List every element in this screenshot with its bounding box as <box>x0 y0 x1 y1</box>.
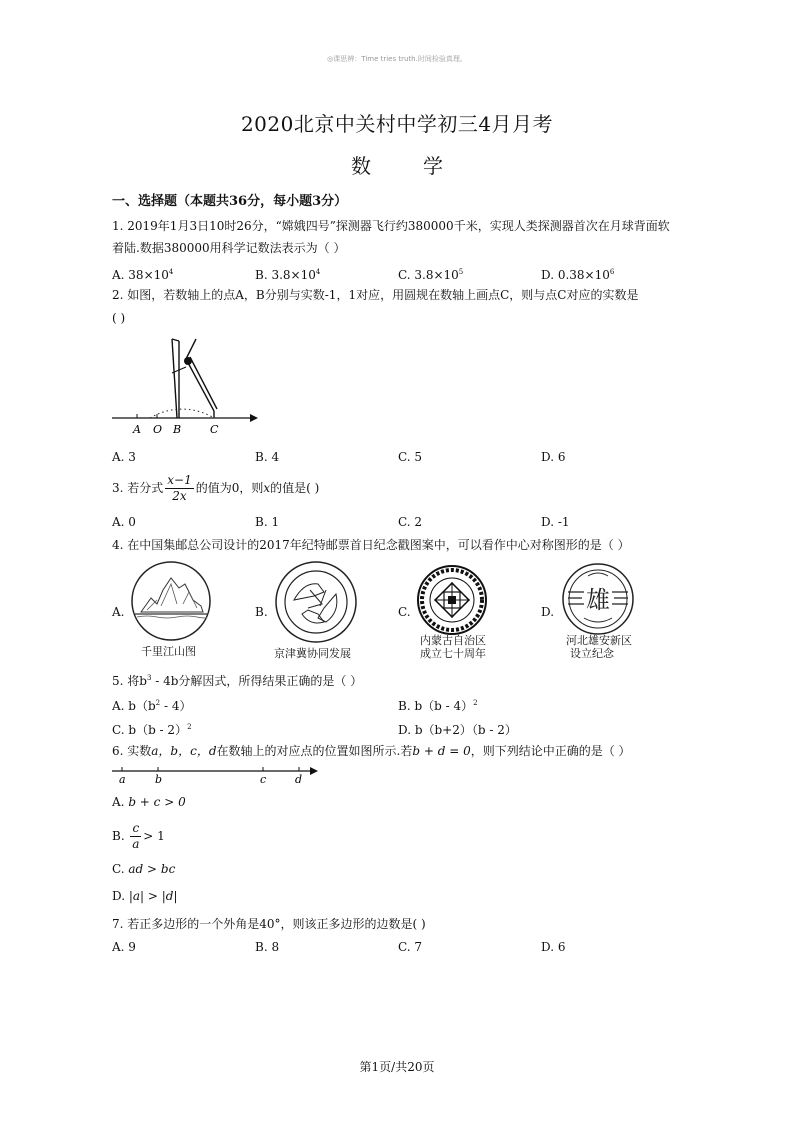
q6-number-line <box>110 762 320 786</box>
subject-char-1: 数 <box>351 154 371 178</box>
stamp-b-hands-icon <box>274 560 358 644</box>
q5-option-b: B. b（b - 4）$^2$ <box>398 699 478 713</box>
q2-arc <box>150 409 214 418</box>
q4-caption-a: 千里江山图 <box>141 645 196 658</box>
q6-option-a: A. b + c > 0 <box>112 795 186 809</box>
q1-line-2: 着陆.数据380000用科学记数法表示为（ ） <box>112 241 346 255</box>
q6-option-b-fraction: $\frac{c}{a}$ <box>132 821 140 851</box>
q6-option-d: D. |a| > |d| <box>112 889 178 903</box>
q5-option-d: D. b（b+2）（b - 2） <box>398 723 517 737</box>
q2-option-b: B. 4 <box>255 450 280 464</box>
q2-option-c: C. 5 <box>398 450 423 464</box>
q6-option-c: C. ad > bc <box>112 862 176 876</box>
q4-caption-d: 河北雄安新区 设立纪念 <box>566 634 632 660</box>
q7-question: 7. 若正多边形的一个外角是40°，则该正多边形的边数是( ) <box>112 917 426 931</box>
page-footer: 第1页/共20页 <box>359 1060 435 1074</box>
q6-label-b: b <box>155 773 163 786</box>
q6-label-c: c <box>260 773 267 786</box>
q2-label-o: O <box>153 423 163 436</box>
q4-question: 4. 在中国集邮总公司设计的2017年纪特邮票首日纪念戳图案中，可以看作中心对称图形的是（ ） <box>112 538 630 552</box>
q1-option-c: C. $3.8\times 10^5$ <box>398 268 464 282</box>
q3-option-b: B. 1 <box>255 515 280 529</box>
q7-option-d: D. 6 <box>541 940 566 954</box>
q2-label-c: C <box>210 423 219 436</box>
exam-title: 2020北京中关村中学初三4月月考 <box>240 112 554 136</box>
q1-option-d: D. $0.38\times 10^6$ <box>541 268 615 282</box>
q2-line-2: ( ) <box>112 311 126 325</box>
q3-option-a: A. 0 <box>112 515 136 529</box>
q1-option-b: B. $3.8\times 10^4$ <box>255 268 321 282</box>
q5-option-c: C. b（b - 2）$^2$ <box>112 723 192 737</box>
q4-caption-b: 京津冀协同发展 <box>274 647 351 660</box>
q3-fraction: $\frac{x-1}{2x}$ <box>167 473 192 503</box>
stamp-d-xiong-icon <box>560 562 636 636</box>
q4-option-b: B. <box>255 605 268 619</box>
q1-option-a: A. $38\times 10^4$ <box>112 268 174 282</box>
stamp-d-char: 雄 <box>586 586 610 614</box>
q7-option-a: A. 9 <box>112 940 136 954</box>
q6-axis-arrow <box>310 767 318 775</box>
q3-option-d: D. -1 <box>541 515 570 529</box>
q7-option-c: C. 7 <box>398 940 423 954</box>
q3-question: 3. 若分式 $\frac{x-1}{2x}$ 的值为0，则x的值是( ) <box>112 473 320 503</box>
q2-line-1: 2. 如图，若数轴上的点A，B分别与实数-1，1对应，用圆规在数轴上画点C，则与点C对应的实数是 <box>112 288 639 302</box>
q2-axis-arrow <box>250 414 258 422</box>
q4-option-d: D. <box>541 605 555 619</box>
subject-char-2: 学 <box>423 154 443 178</box>
q2-option-d: D. 6 <box>541 450 566 464</box>
watermark: ◎课思辨：Time tries truth.时间检验真理。 <box>327 55 467 63</box>
q1-line-1: 1. 2019年1月3日10时26分，“嫦娥四号”探测器飞行约380000千米，实现人类探测器首次在月球背面软 <box>112 219 670 233</box>
q7-option-b: B. 8 <box>255 940 280 954</box>
q4-caption-c: 内蒙古自治区 成立七十周年 <box>420 634 486 660</box>
q2-label-a: A <box>133 423 141 436</box>
q4-option-a: A. <box>112 605 125 619</box>
q2-label-b: B <box>173 423 182 436</box>
section-heading: 一、选择题（本题共36分，每小题3分） <box>112 194 348 209</box>
q6-option-b: B. $\frac{c}{a}$ > 1 <box>112 821 165 851</box>
compass-icon <box>172 339 217 418</box>
q5-question: 5. 将$b^3 - 4b$分解因式，所得结果正确的是（ ） <box>112 674 363 688</box>
q6-label-a: a <box>119 773 126 786</box>
q2-compass-figure <box>110 335 260 439</box>
q6-label-d: d <box>295 773 303 786</box>
q2-option-a: A. 3 <box>112 450 136 464</box>
stamp-a-mountain-icon <box>127 560 217 642</box>
q4-option-c: C. <box>398 605 411 619</box>
stamp-c-knot-icon <box>416 564 488 636</box>
subject-title <box>0 150 794 179</box>
q3-option-c: C. 2 <box>398 515 423 529</box>
q6-question: 6. 实数a，b，c，d在数轴上的对应点的位置如图所示.若b + d = 0，则下列结论中正确的是（ ） <box>112 744 631 758</box>
q5-option-a: A. $b(b^2 - 4)$ <box>112 699 192 713</box>
